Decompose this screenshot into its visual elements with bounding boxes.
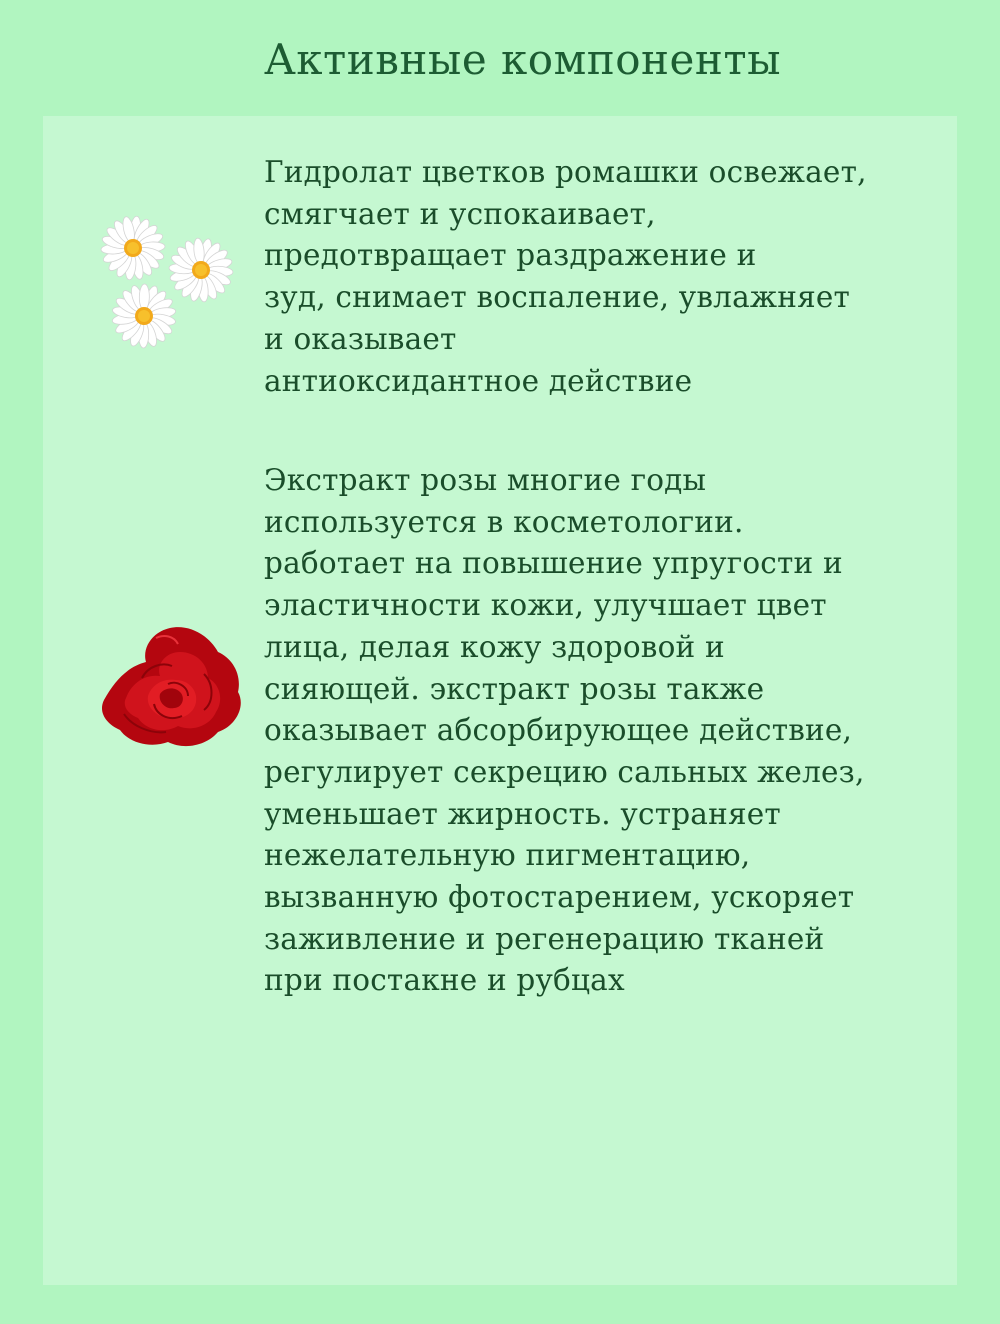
description-line: заживление и регенерацию тканей: [264, 921, 825, 956]
chamomile-icon: [98, 212, 240, 352]
description-line: Экстракт розы многие годы: [264, 463, 707, 497]
description-line: эластичности кожи, улучшает цвет: [264, 588, 827, 623]
description-line: вызванную фотостарением, ускоряет: [264, 880, 855, 915]
description-line: уменьшает жирность. устраняет: [264, 796, 781, 831]
description-line: нежелательную пигментацию,: [264, 838, 751, 873]
rose-description: [264, 460, 865, 1002]
page-title: Активные компоненты: [263, 35, 782, 84]
description-line: оказывает абсорбирующее действие,: [264, 713, 853, 748]
description-line: предотвращает раздражение и: [264, 238, 757, 273]
description-line: лица, делая кожу здоровой и: [264, 629, 725, 664]
description-line: и оказывает: [264, 321, 457, 356]
description-line: антиоксидантное действие: [264, 363, 693, 398]
description-line: при постакне и рубцах: [264, 963, 625, 998]
description-line: сияющей. экстракт розы также: [264, 671, 765, 706]
description-line: работает на повышение упругости и: [264, 546, 843, 581]
description-line: Гидролат цветков ромашки освежает,: [264, 155, 867, 189]
description-line: смягчает и успокаивает,: [264, 196, 656, 231]
description-line: используется в косметологии.: [264, 504, 744, 539]
description-line: регулирует секрецию сальных желез,: [264, 754, 865, 789]
chamomile-description: [264, 152, 867, 402]
description-line: зуд, снимает воспаление, увлажняет: [264, 280, 851, 315]
rose-icon: [96, 618, 242, 748]
